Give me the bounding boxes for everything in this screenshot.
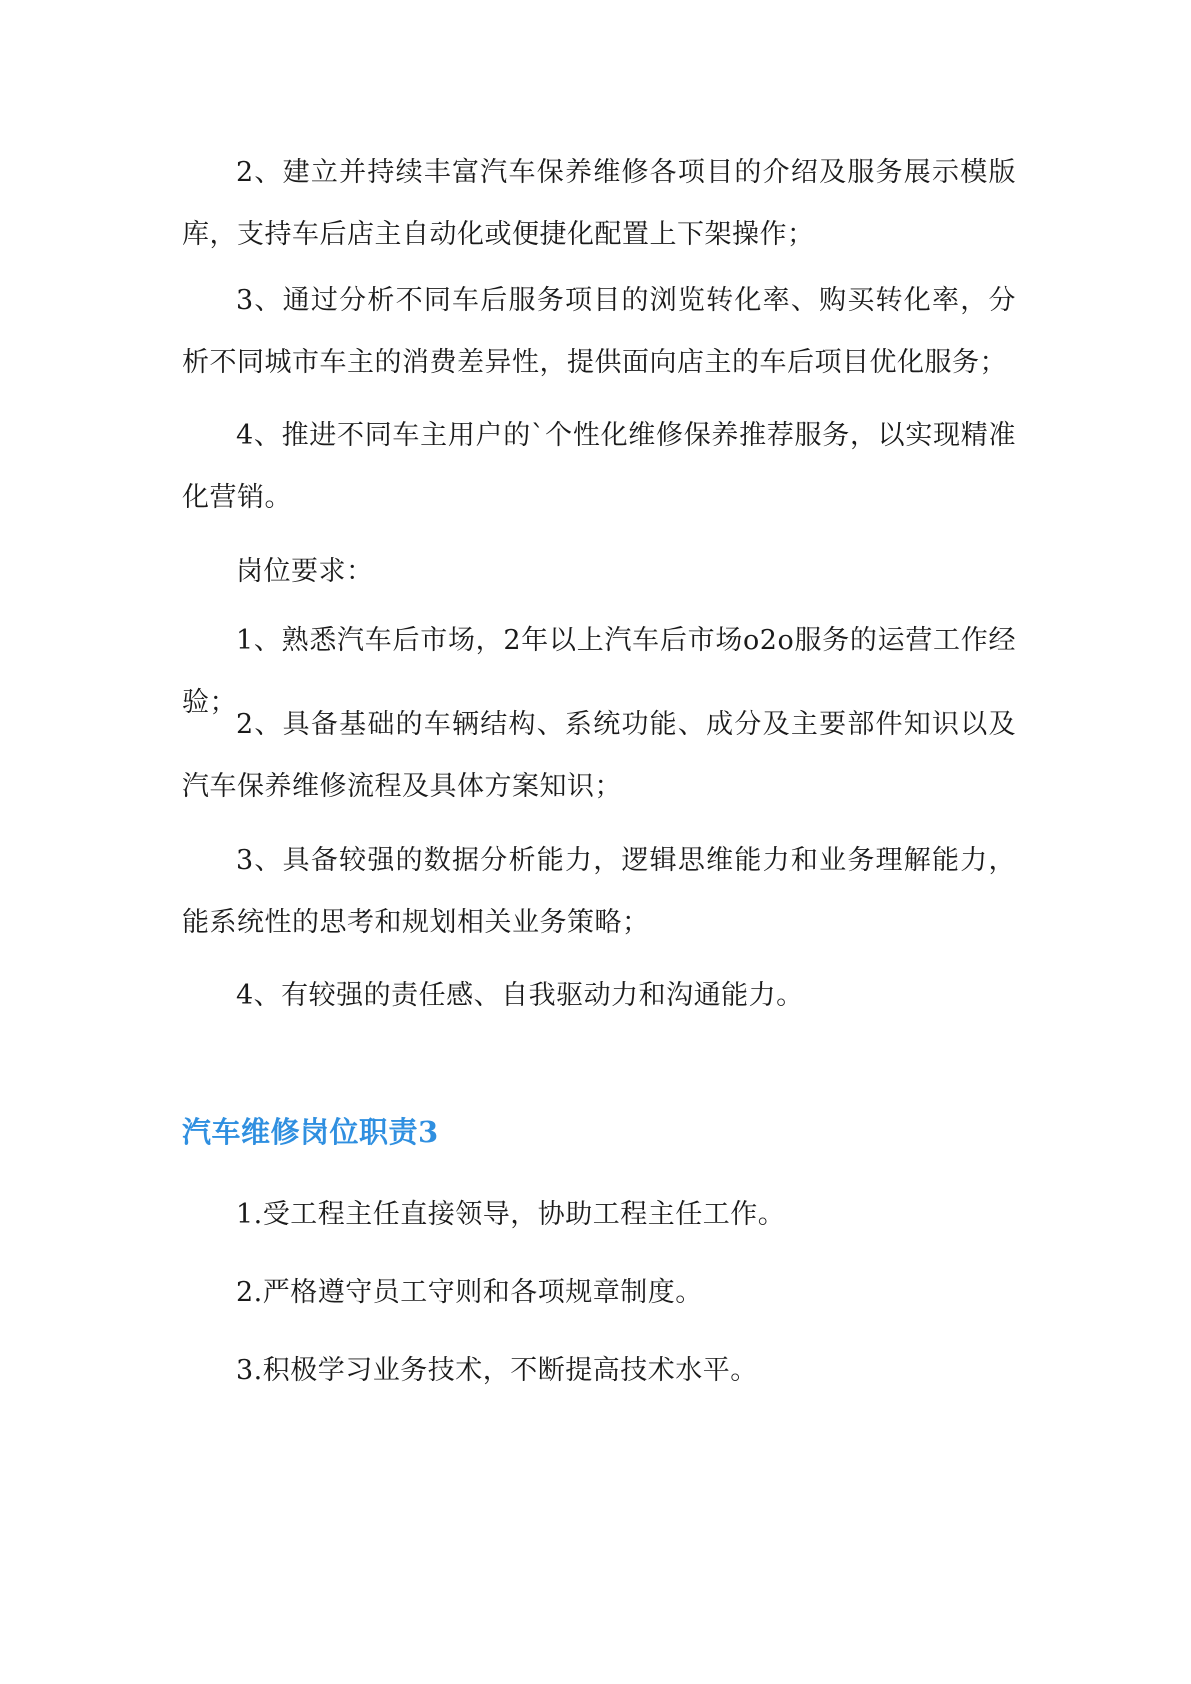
paragraph-requirement-4: 4、有较强的责任感、自我驱动力和沟通能力。 [236, 980, 804, 1011]
paragraph-duty-4: 4、推进不同车主用户的`个性化维修保养推荐服务，以实现精准化营销。 [182, 420, 1016, 513]
requirements-label: 岗位要求： [236, 556, 374, 587]
paragraph-requirement-3: 3、具备较强的数据分析能力，逻辑思维能力和业务理解能力，能系统性的思考和规划相关业务策略； [182, 845, 1016, 938]
paragraph-duty-2: 2、建立并持续丰富汽车保养维修各项目的介绍及服务展示模版库，支持车后店主自动化或便捷化配置上下架操作； [182, 157, 1016, 250]
paragraph-duty-3: 3、通过分析不同车后服务项目的浏览转化率、购买转化率，分析不同城市车主的消费差异性，提供面向店主的车后项目优化服务； [182, 285, 1016, 378]
paragraph-item-3: 3.积极学习业务技术，不断提高技术水平。 [236, 1355, 758, 1386]
section-heading: 汽车维修岗位职责3 [182, 1115, 439, 1149]
paragraph-requirement-2: 2、具备基础的车辆结构、系统功能、成分及主要部件知识以及汽车保养维修流程及具体方案知识； [182, 709, 1016, 802]
paragraph-requirement-1: 1、熟悉汽车后市场，2年以上汽车后市场o2o服务的运营工作经验； [182, 625, 1016, 718]
paragraph-item-2: 2.严格遵守员工守则和各项规章制度。 [236, 1277, 703, 1308]
paragraph-item-1: 1.受工程主任直接领导，协助工程主任工作。 [236, 1199, 786, 1230]
